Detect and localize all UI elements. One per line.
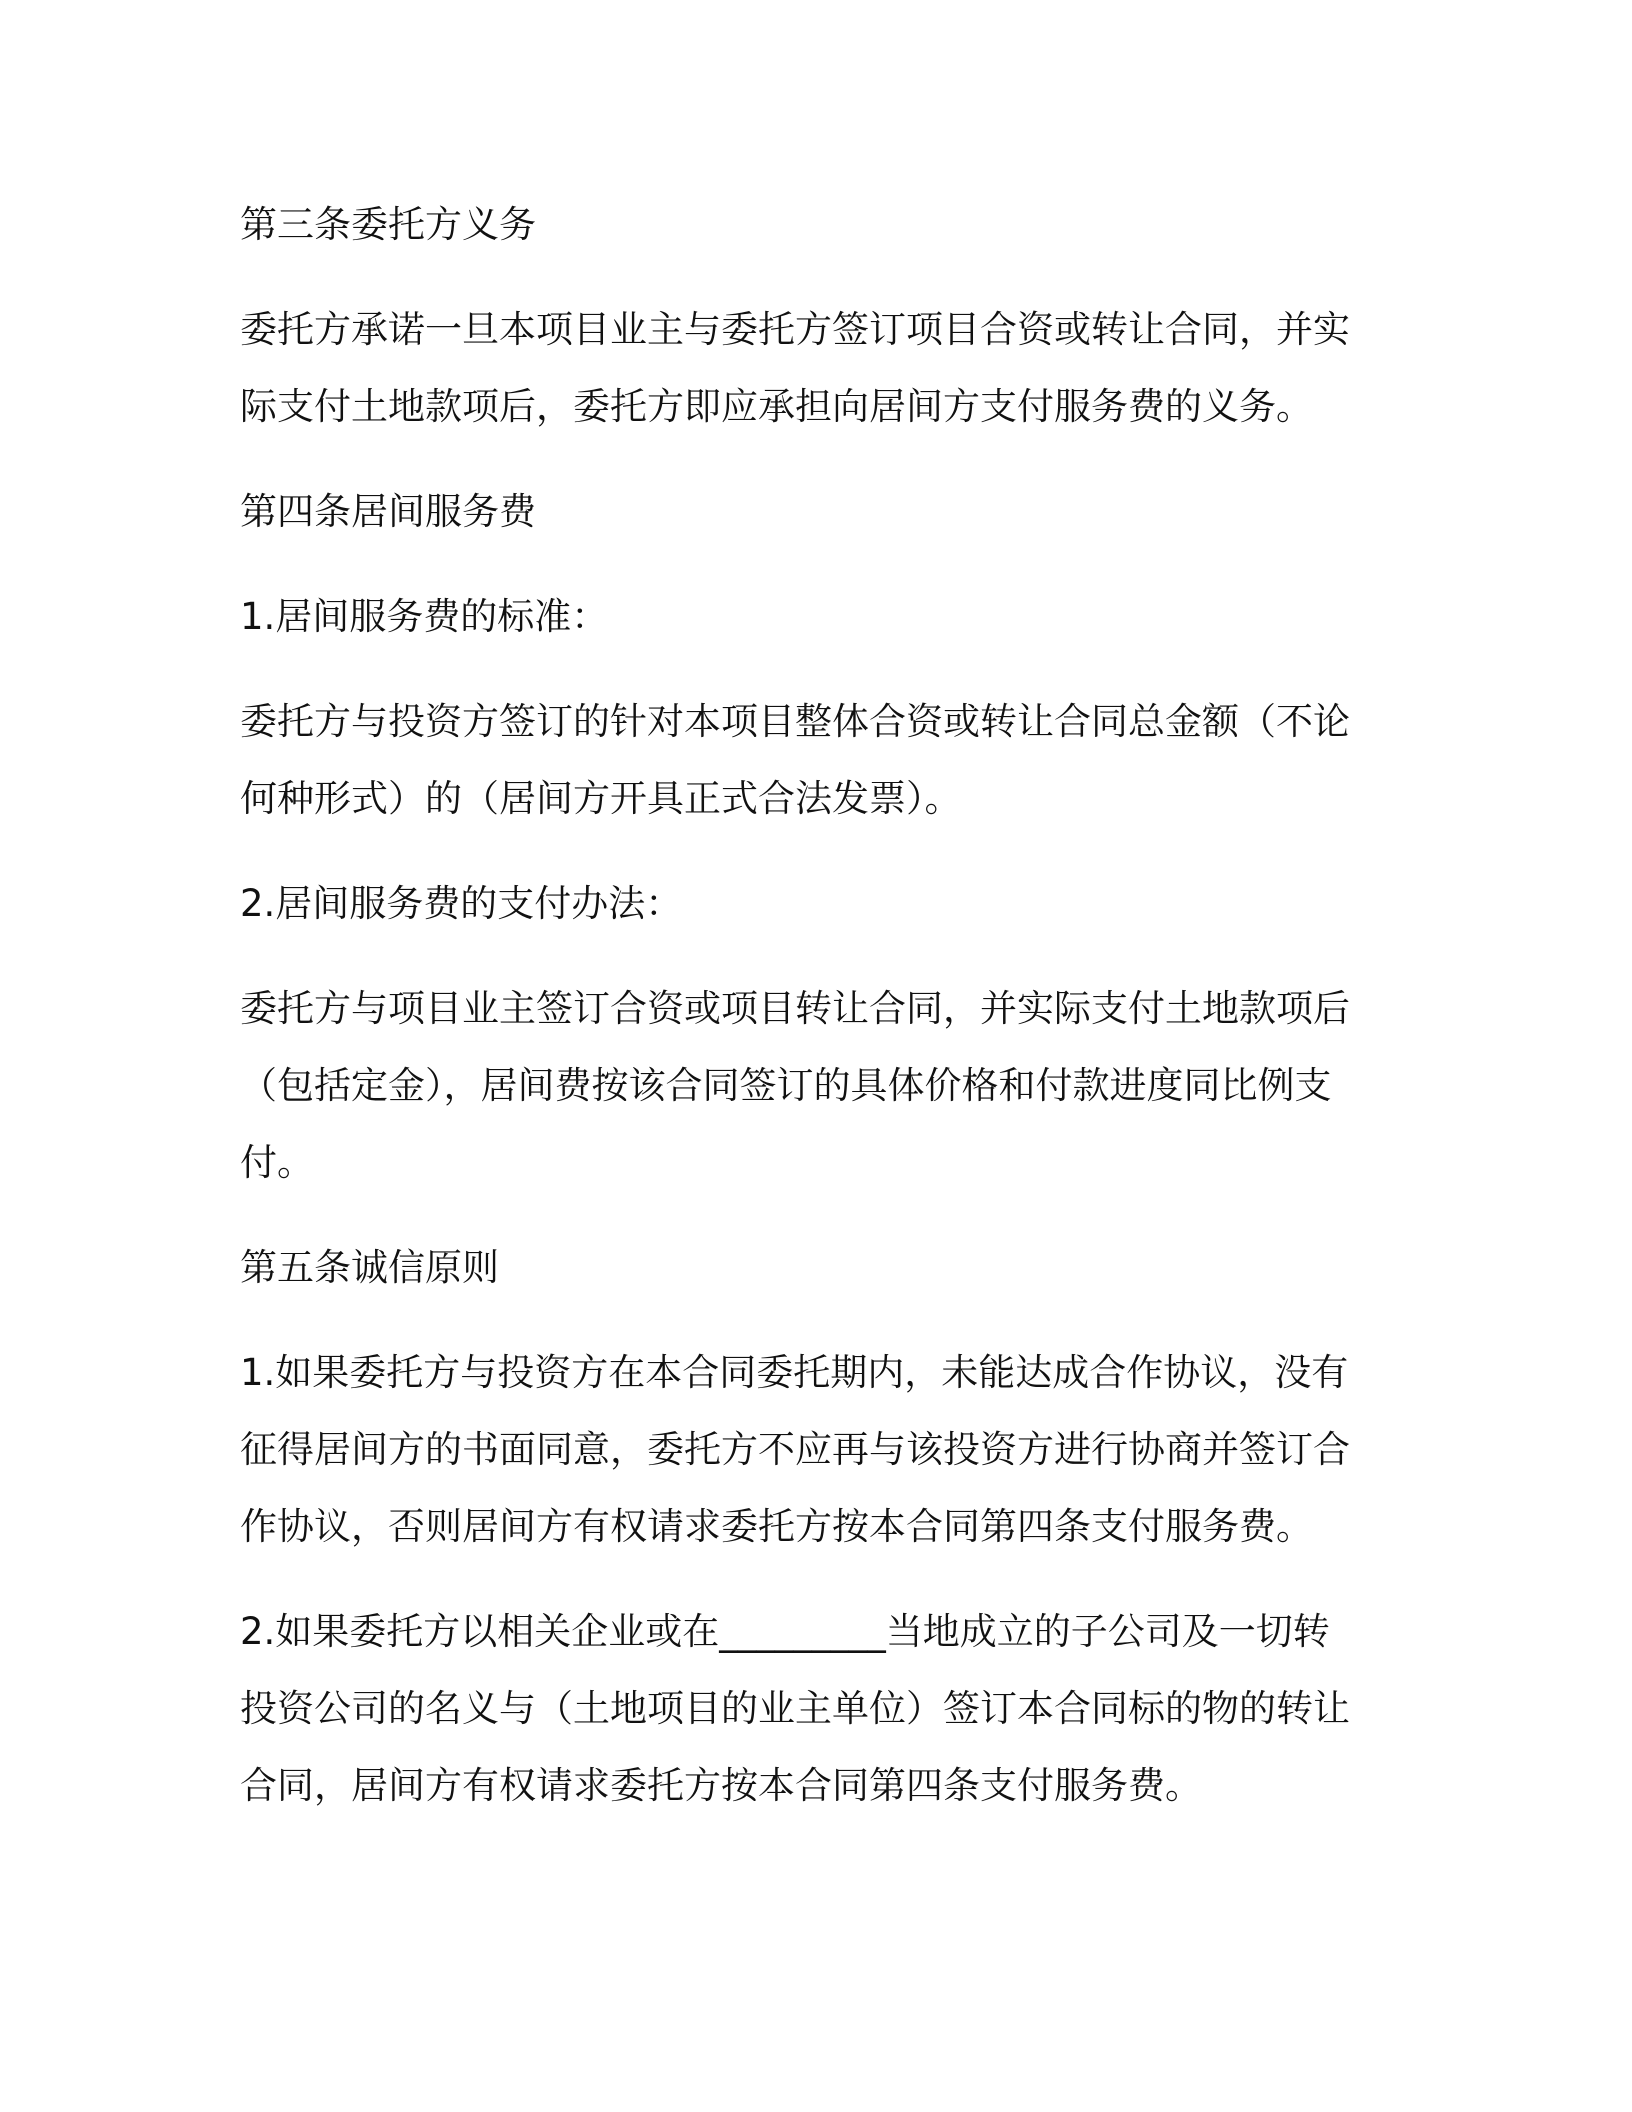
article-4-item-2-heading <box>240 865 1360 942</box>
article-4-item-2-body <box>240 970 1360 1201</box>
text-line: 际支付土地款项后，委托方即应承担向居间方支付服务费的义务。 <box>240 385 1313 428</box>
text-line: 2.如果委托方以相关企业或在_________当地成立的子公司及一切转 <box>240 1610 1330 1653</box>
text-line: 委托方与投资方签订的针对本项目整体合资或转让合同总金额（不论 <box>240 700 1350 743</box>
text-line: 征得居间方的书面同意，委托方不应再与该投资方进行协商并签订合 <box>240 1428 1350 1471</box>
text-line: 合同，居间方有权请求委托方按本合同第四条支付服务费。 <box>240 1764 1202 1807</box>
article-5-item-2 <box>240 1593 1360 1824</box>
text-line: 委托方与项目业主签订合资或项目转让合同，并实际支付土地款项后 <box>240 987 1350 1030</box>
text-line: 第五条诚信原则 <box>240 1246 499 1289</box>
article-3-heading <box>240 186 1360 263</box>
article-5-heading <box>240 1229 1360 1306</box>
text-line: 1.居间服务费的标准： <box>240 595 609 638</box>
text-line: 1.如果委托方与投资方在本合同委托期内，未能达成合作协议，没有 <box>240 1351 1349 1394</box>
text-line: 委托方承诺一旦本项目业主与委托方签订项目合资或转让合同，并实 <box>240 308 1350 351</box>
text-line: 投资公司的名义与（土地项目的业主单位）签订本合同标的物的转让 <box>240 1687 1350 1730</box>
text-line: （包括定金），居间费按该合同签订的具体价格和付款进度同比例支 <box>240 1064 1332 1107</box>
text-line: 作协议，否则居间方有权请求委托方按本合同第四条支付服务费。 <box>240 1505 1313 1548</box>
article-3-body <box>240 291 1360 445</box>
article-4-item-1-heading <box>240 578 1360 655</box>
article-4-heading <box>240 473 1360 550</box>
article-5-item-1 <box>240 1334 1360 1565</box>
text-line: 第三条委托方义务 <box>240 203 536 246</box>
text-line: 付。 <box>240 1141 314 1184</box>
text-line: 第四条居间服务费 <box>240 490 536 533</box>
text-line: 何种形式）的（居间方开具正式合法发票）。 <box>240 777 962 820</box>
text-line: 2.居间服务费的支付办法： <box>240 882 683 925</box>
article-4-item-1-body <box>240 683 1360 837</box>
document-body <box>240 186 1360 1852</box>
